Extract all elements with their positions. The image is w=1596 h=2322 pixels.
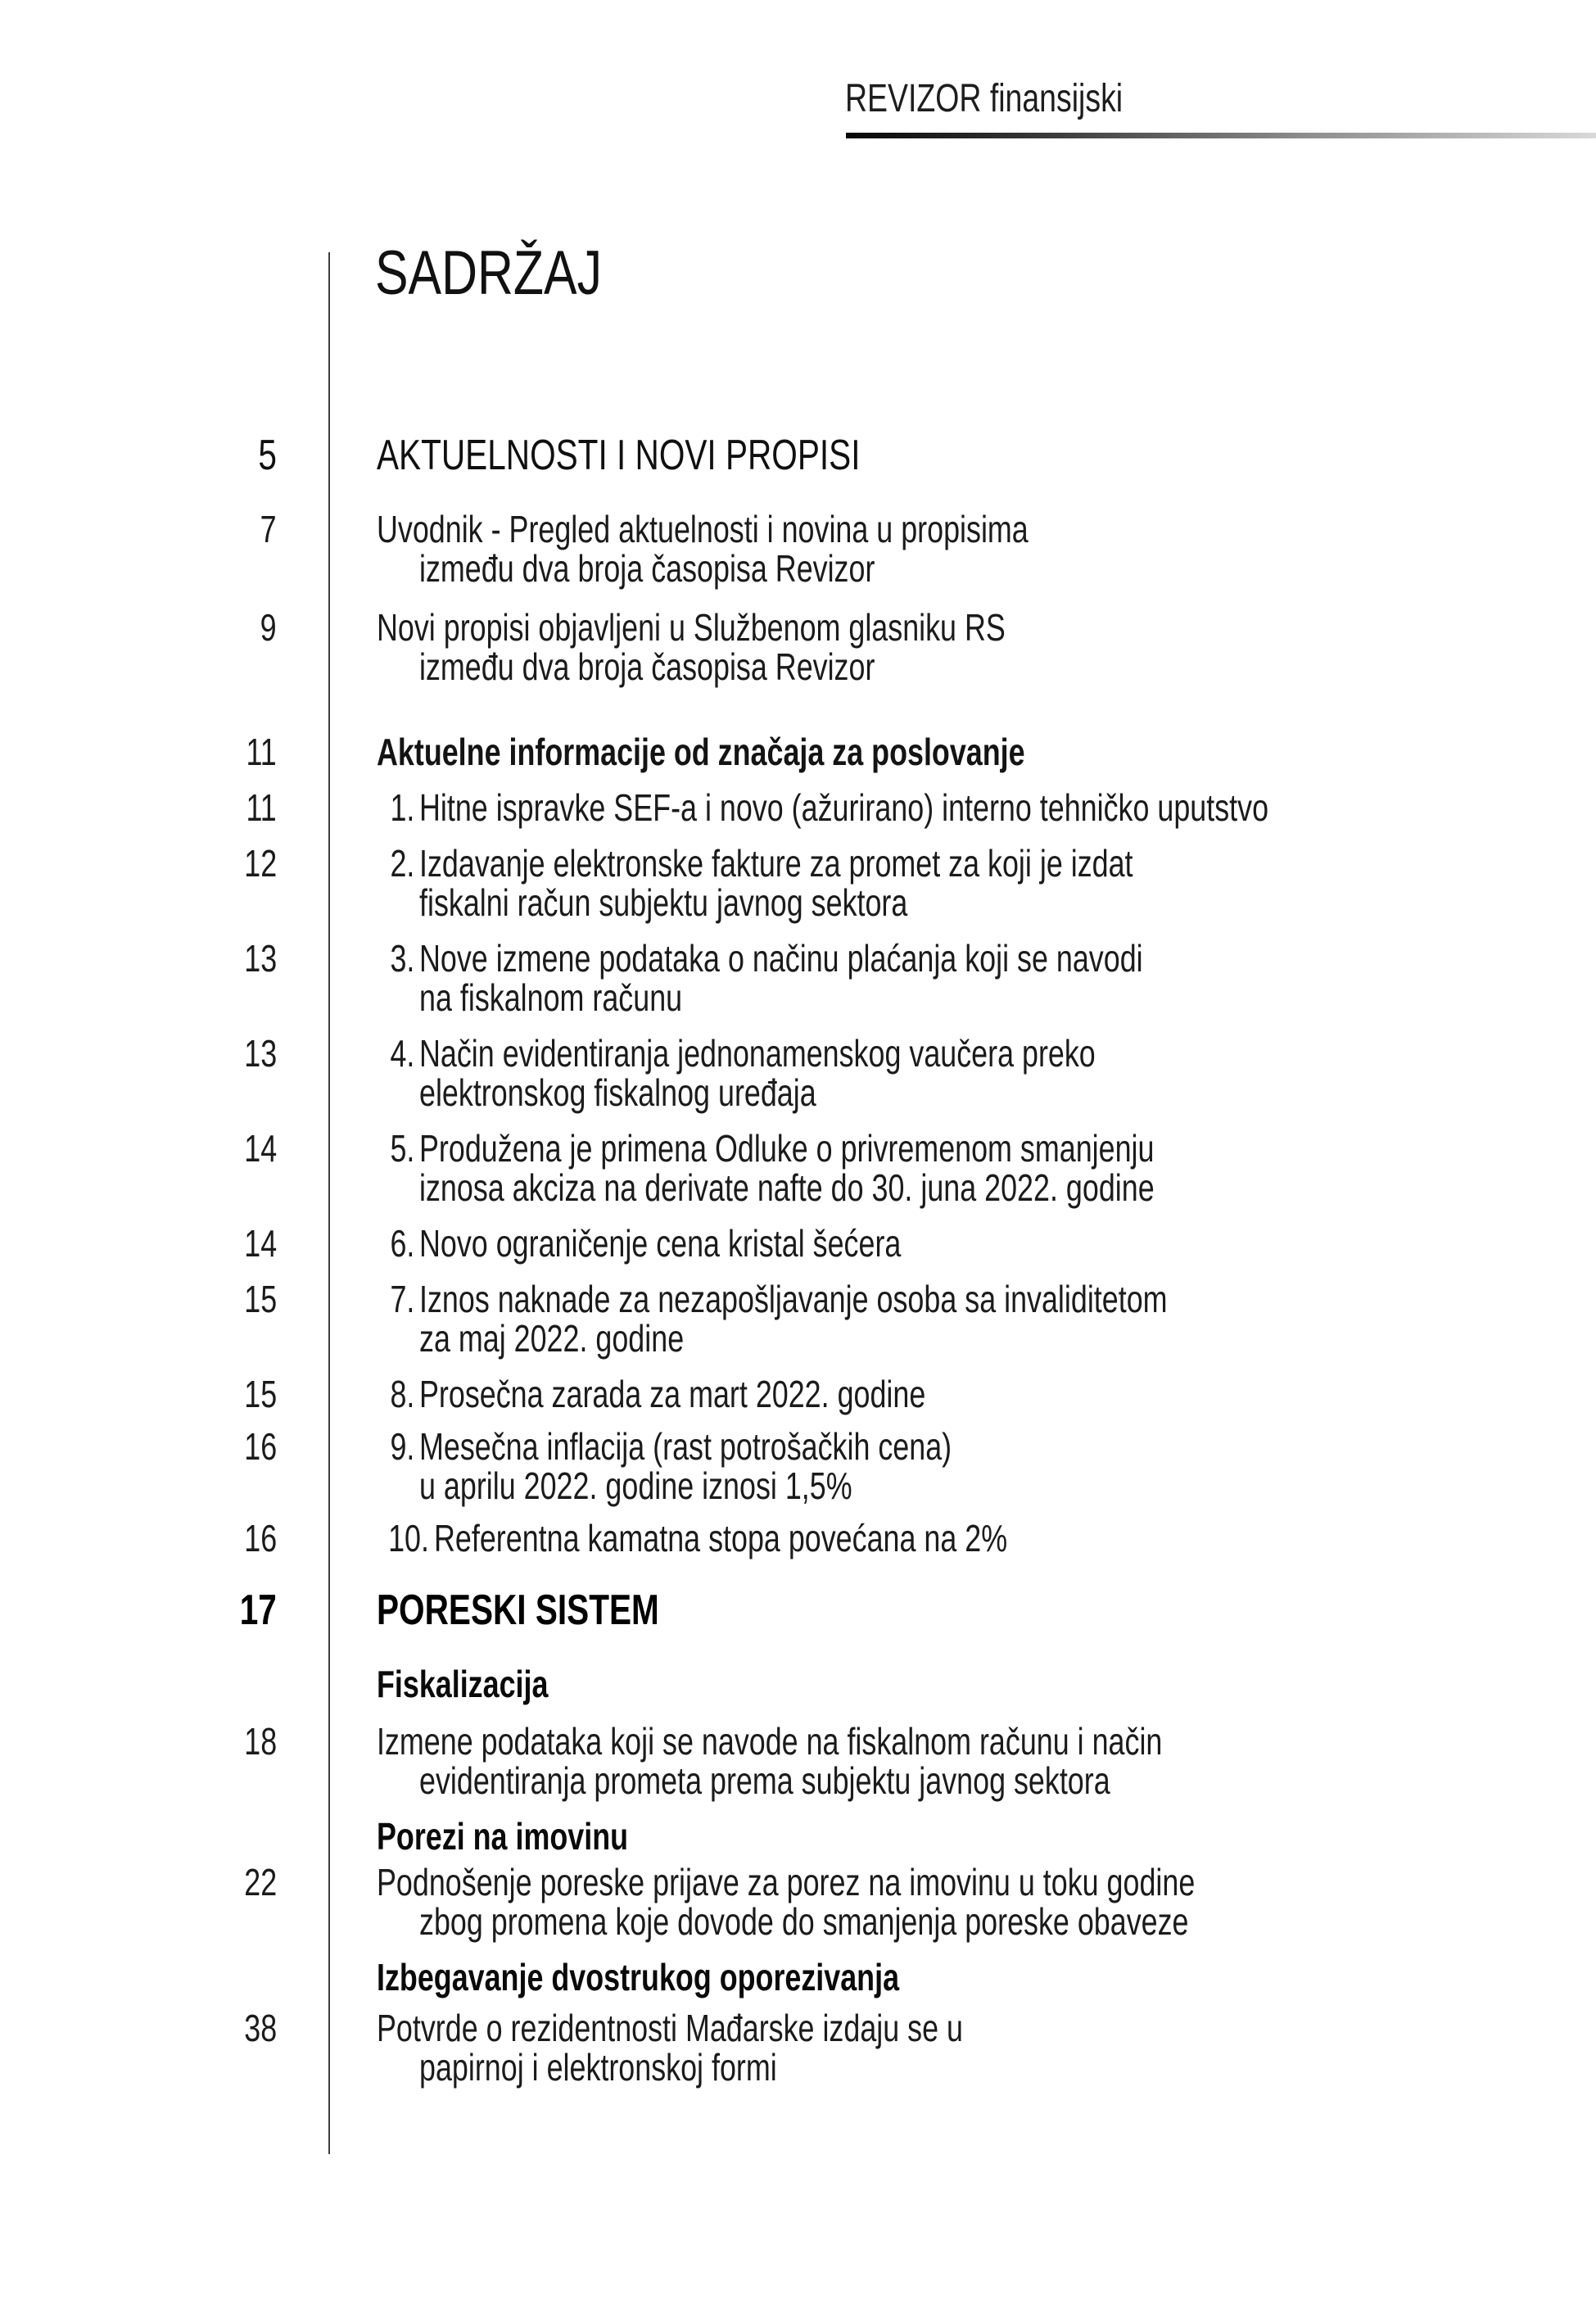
toc-entry: [377, 844, 1596, 922]
toc-entry: [377, 1224, 1596, 1263]
page-number: [205, 844, 277, 883]
page-number: [205, 1427, 277, 1466]
entry-line-text: elektronskog fiskalnog uređaja: [419, 1071, 816, 1114]
toc-row: [205, 1863, 1596, 1941]
entry-line: [377, 1319, 1596, 1358]
entry-line: [377, 1761, 1596, 1800]
entry-marker: [377, 939, 414, 978]
entry-line-text: Mesečna inflacija (rast potrošačkih cena): [419, 1425, 952, 1468]
entry-line: [377, 1817, 1596, 1856]
toc-row: [205, 1034, 1596, 1112]
entry-line-text: AKTUELNOSTI I NOVI PROPISI: [377, 432, 861, 479]
entry-line: [377, 939, 1596, 978]
toc-row: [205, 844, 1596, 922]
entry-marker-text: 10.: [388, 1517, 429, 1559]
entry-marker: [377, 1279, 414, 1319]
toc-entry: [377, 1519, 1596, 1558]
entry-marker-text: 8.: [390, 1373, 414, 1415]
entry-line: [377, 732, 1596, 772]
page-title: [375, 238, 658, 308]
entry-marker: [377, 1374, 414, 1414]
entry-line: [377, 549, 1596, 588]
entry-line-text: Izbegavanje dvostrukog oporezivanja: [377, 1956, 900, 1998]
entry-line-text: evidentiranja prometa prema subjektu javnog sektora: [419, 1759, 1110, 1802]
page-number-text: 7: [260, 508, 277, 550]
entry-line-text: u aprilu 2022. godine iznosi 1,5%: [419, 1464, 852, 1507]
toc-entry: [377, 939, 1596, 1017]
entry-line: [377, 1863, 1596, 1902]
toc-entry: [377, 2008, 1596, 2087]
entry-line-text: Iznos naknade za nezapošljavanje osoba sa invaliditetom: [419, 1278, 1168, 1320]
toc-row: [205, 1817, 1596, 1856]
entry-marker-text: 2.: [390, 842, 414, 885]
entry-marker: [377, 1224, 414, 1263]
entry-line: [377, 844, 1596, 883]
page-number: [205, 939, 277, 978]
toc-row: [205, 1664, 1596, 1704]
entry-marker-text: 3.: [390, 937, 414, 980]
entry-line-text: Podnošenje poreske prijave za porez na imovinu u toku godine: [377, 1861, 1196, 1903]
entry-line-text: na fiskalnom računu: [419, 976, 683, 1019]
toc-row: [205, 788, 1596, 827]
page-number-text: 38: [244, 2007, 277, 2049]
entry-line: [377, 608, 1596, 647]
entry-marker: [377, 1034, 414, 1073]
toc-row: [205, 608, 1596, 686]
page-number-text: 22: [244, 1861, 277, 1903]
toc-row: [205, 1279, 1596, 1358]
entry-marker: [377, 788, 414, 827]
page-number-text: 13: [244, 937, 277, 980]
page-number: [205, 1224, 277, 1263]
entry-line-text: Uvodnik - Pregled aktuelnosti i novina u propisima: [377, 508, 1029, 550]
page-number-text: 18: [244, 1720, 277, 1763]
entry-line: [377, 978, 1596, 1017]
page-number-text: 14: [244, 1127, 277, 1170]
page-number: [205, 1722, 277, 1761]
page-number: [205, 432, 277, 478]
page-number-text: 5: [258, 432, 277, 479]
page-number: [205, 1034, 277, 1073]
entry-line-text: Izdavanje elektronske fakture za promet za koji je izdat: [419, 842, 1133, 885]
entry-line-text: Porezi na imovinu: [377, 1815, 629, 1858]
page-number-text: 11: [246, 731, 277, 773]
page-number-text: 9: [260, 606, 277, 649]
page-number: [205, 2008, 277, 2048]
entry-line-text: Aktuelne informacije od značaja za poslovanje: [377, 731, 1025, 773]
entry-line: [377, 1587, 1596, 1633]
toc-entry: [377, 608, 1596, 686]
entry-line-text: Način evidentiranja jednonamenskog vaučera preko: [419, 1032, 1096, 1075]
entry-line: [377, 2048, 1596, 2087]
entry-line-text: Novo ograničenje cena kristal šećera: [419, 1222, 902, 1265]
toc-entry: [377, 1374, 1596, 1414]
page-number-text: 13: [244, 1032, 277, 1075]
entry-line-text: Referentna kamatna stopa povećana na 2%: [433, 1517, 1008, 1559]
entry-line-text: Potvrde o rezidentnosti Mađarske izdaju se u: [377, 2007, 963, 2049]
page-number: [205, 1374, 277, 1414]
entry-marker-text: 5.: [390, 1127, 414, 1170]
toc-row: [205, 1427, 1596, 1505]
toc-row: [205, 1722, 1596, 1800]
toc-row: [205, 1519, 1596, 1558]
entry-line-text: papirnoj i elektronskoj formi: [419, 2046, 777, 2089]
entry-line: [377, 883, 1596, 922]
entry-line: [377, 788, 1596, 827]
entry-marker-text: 4.: [390, 1032, 414, 1075]
page-number: [205, 608, 277, 647]
page-number-text: 11: [246, 786, 277, 829]
entry-line: [377, 1034, 1596, 1073]
entry-line-text: iznosa akciza na derivate nafte do 30. juna 2022. godine: [419, 1166, 1155, 1209]
entry-line-text: Prosečna zarada za mart 2022. godine: [419, 1373, 926, 1415]
toc-entry: [377, 1817, 1596, 1856]
page-title-text: SADRŽAJ: [375, 238, 603, 308]
page-number: [205, 1587, 277, 1633]
entry-line-text: između dva broja časopisa Revizor: [419, 645, 875, 688]
toc-entry: [377, 1958, 1596, 1997]
toc-entry: [377, 432, 1596, 478]
page-number: [205, 1863, 277, 1902]
toc-entry: [377, 1034, 1596, 1112]
entry-line: [377, 647, 1596, 686]
page-number-text: 16: [244, 1425, 277, 1468]
entry-line-text: PORESKI SISTEM: [377, 1586, 659, 1634]
entry-line-text: Nove izmene podataka o načinu plaćanja koji se navodi: [419, 937, 1143, 980]
page-number-text: 14: [244, 1222, 277, 1265]
entry-marker-text: 9.: [390, 1425, 414, 1468]
toc-row: [205, 1129, 1596, 1207]
entry-line: [377, 1129, 1596, 1168]
toc-entry: [377, 1427, 1596, 1505]
toc-row: [205, 1587, 1596, 1633]
entry-line-text: fiskalni račun subjektu javnog sektora: [419, 881, 908, 924]
entry-marker-text: 1.: [390, 786, 414, 829]
toc-entry: [377, 1664, 1596, 1704]
toc-row: [205, 1224, 1596, 1263]
page-number: [205, 509, 277, 549]
entry-line-text: Produžena je primena Odluke o privremenom smanjenju: [419, 1127, 1155, 1170]
toc-entry: [377, 1863, 1596, 1941]
page-number-text: 15: [244, 1278, 277, 1320]
toc-row: [205, 732, 1596, 772]
entry-line: [377, 1958, 1596, 1997]
entry-line-text: zbog promena koje dovode do smanjenja poreske obaveze: [419, 1900, 1189, 1943]
toc-row: [205, 1958, 1596, 1997]
entry-line: [377, 432, 1596, 478]
page-number-text: 12: [244, 842, 277, 885]
entry-line: [377, 1664, 1596, 1704]
entry-line: [377, 1902, 1596, 1941]
toc-entry: [377, 509, 1596, 588]
entry-line: [377, 1073, 1596, 1112]
toc-row: [205, 509, 1596, 588]
entry-line: [377, 1279, 1596, 1319]
page-number: [205, 1129, 277, 1168]
entry-line: [377, 1722, 1596, 1761]
page-number: [205, 788, 277, 827]
entry-marker-text: 7.: [390, 1278, 414, 1320]
page-number: [205, 732, 277, 772]
entry-line-text: Izmene podataka koji se navode na fiskalnom računu i način: [377, 1720, 1163, 1763]
entry-line-text: Fiskalizacija: [377, 1663, 549, 1705]
entry-marker: [377, 1519, 429, 1558]
entry-line: [377, 1374, 1596, 1414]
toc-row: [205, 432, 1596, 478]
header-gradient-rule: [846, 133, 1596, 138]
magazine-brand-text: REVIZOR finansijski: [845, 77, 1124, 120]
entry-line: [377, 509, 1596, 549]
toc-entry: [377, 1587, 1596, 1633]
page-number: [205, 1519, 277, 1558]
toc-entry: [377, 1722, 1596, 1800]
entry-marker: [377, 1129, 414, 1168]
entry-marker: [377, 844, 414, 883]
toc-entry: [377, 788, 1596, 827]
toc-row: [205, 2008, 1596, 2087]
entry-line: [377, 1427, 1596, 1466]
toc-row: [205, 1374, 1596, 1414]
toc-entry: [377, 1279, 1596, 1358]
page-number-text: 17: [239, 1586, 277, 1634]
toc-entry: [377, 732, 1596, 772]
toc-row: [205, 939, 1596, 1017]
entry-marker-text: 6.: [390, 1222, 414, 1265]
page-number: [205, 1279, 277, 1319]
page-number-text: 15: [244, 1373, 277, 1415]
entry-line: [377, 1224, 1596, 1263]
entry-line-text: Hitne ispravke SEF-a i novo (ažurirano) interno tehničko uputstvo: [419, 786, 1269, 829]
entry-line: [377, 1466, 1596, 1505]
entry-line: [377, 2008, 1596, 2048]
toc-entry: [377, 1129, 1596, 1207]
entry-line-text: za maj 2022. godine: [419, 1317, 685, 1360]
entry-line-text: Novi propisi objavljeni u Službenom glasniku RS: [377, 606, 1006, 649]
entry-line: [377, 1519, 1596, 1558]
entry-line: [377, 1168, 1596, 1207]
page-number-text: 16: [244, 1517, 277, 1559]
entry-marker: [377, 1427, 414, 1466]
magazine-brand: [845, 78, 1201, 120]
entry-line-text: između dva broja časopisa Revizor: [419, 547, 875, 590]
